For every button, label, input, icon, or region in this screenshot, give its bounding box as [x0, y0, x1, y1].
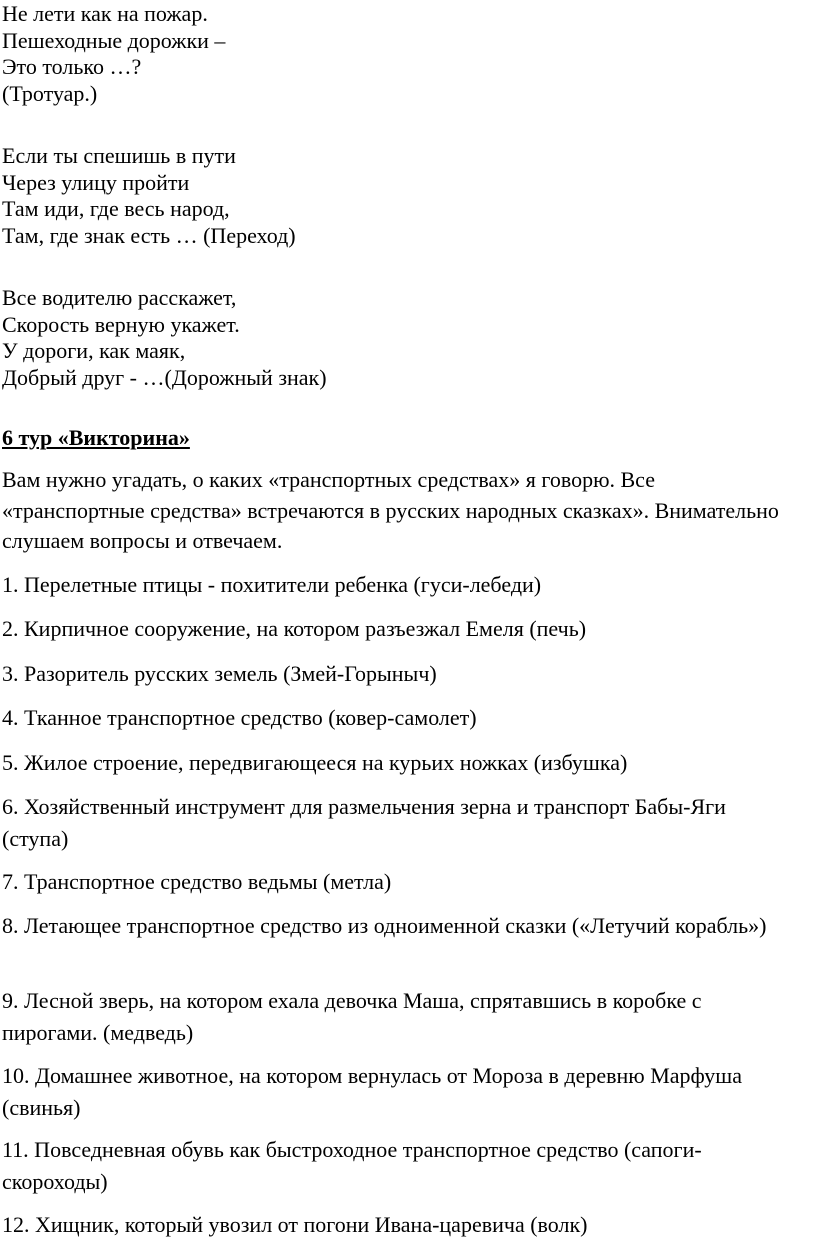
stanza-3-line-3: У дороги, как маяк,	[2, 338, 186, 363]
quiz-question-5: 5. Жилое строение, передвигающееся на курьих ножках (избушка)	[2, 750, 628, 775]
stanza-2-line-4: Там, где знак есть … (Переход)	[2, 222, 296, 248]
riddle-stanza-3	[2, 285, 327, 391]
stanza-1-line-2: Пешеходные дорожки –	[2, 27, 226, 53]
stanza-3-line-4: Добрый друг - …(Дорожный знак)	[2, 364, 327, 390]
stanza-1-line-4: (Тротуар.)	[2, 80, 98, 106]
stanza-2-line-2: Через улицу пройти	[2, 169, 190, 195]
stanza-3-line-2: Скорость верную укажет.	[2, 311, 240, 337]
stanza-1-line-1: Не лети как на пожар.	[2, 1, 208, 26]
quiz-question-11: 11. Повседневная обувь как быстроходное транспортное средство (сапоги-скороходы)	[2, 1137, 702, 1194]
riddle-stanza-2	[2, 143, 296, 249]
quiz-question-8: 8. Летающее транспортное средство из одноименной сказки («Летучий корабль»)	[2, 913, 767, 938]
quiz-question-6: 6. Хозяйственный инструмент для размельчения зерна и транспорт Бабы-Яги (ступа)	[2, 794, 726, 851]
quiz-question-1: 1. Перелетные птицы - похитители ребенка (гуси-лебеди)	[2, 572, 542, 597]
quiz-question-2: 2. Кирпичное сооружение, на котором разъезжал Емеля (печь)	[2, 616, 587, 641]
stanza-2-line-1: Если ты спешишь в пути	[2, 143, 236, 168]
stanza-3-line-1: Все водителю расскажет,	[2, 285, 237, 310]
quiz-question-10: 10. Домашнее животное, на котором вернулась от Мороза в деревню Марфуша (свинья)	[2, 1063, 764, 1120]
quiz-question-7: 7. Транспортное средство ведьмы (метла)	[2, 869, 392, 894]
quiz-question-4: 4. Тканное транспортное средство (ковер-самолет)	[2, 705, 477, 730]
stanza-1-line-3: Это только …?	[2, 54, 142, 79]
section-title: 6 тур «Викторина»	[2, 425, 190, 450]
quiz-intro-paragraph: Вам нужно угадать, о каких «транспортных средствах» я говорю. Все «транспортные средства» встречаются в русских народных сказках». Внимательно слушаем вопросы и отвечаем.	[2, 467, 779, 553]
stanza-2-line-3: Там иди, где весь народ,	[2, 196, 230, 221]
quiz-question-9: 9. Лесной зверь, на котором ехала девочка Маша, спрятавшись в коробке с пирогами. (медведь)	[2, 988, 702, 1045]
riddle-stanza-1	[2, 1, 225, 107]
quiz-question-12: 12. Хищник, который увозил от погони Ивана-царевича (волк)	[2, 1212, 588, 1237]
quiz-question-3: 3. Разоритель русских земель (Змей-Горыныч)	[2, 661, 437, 686]
